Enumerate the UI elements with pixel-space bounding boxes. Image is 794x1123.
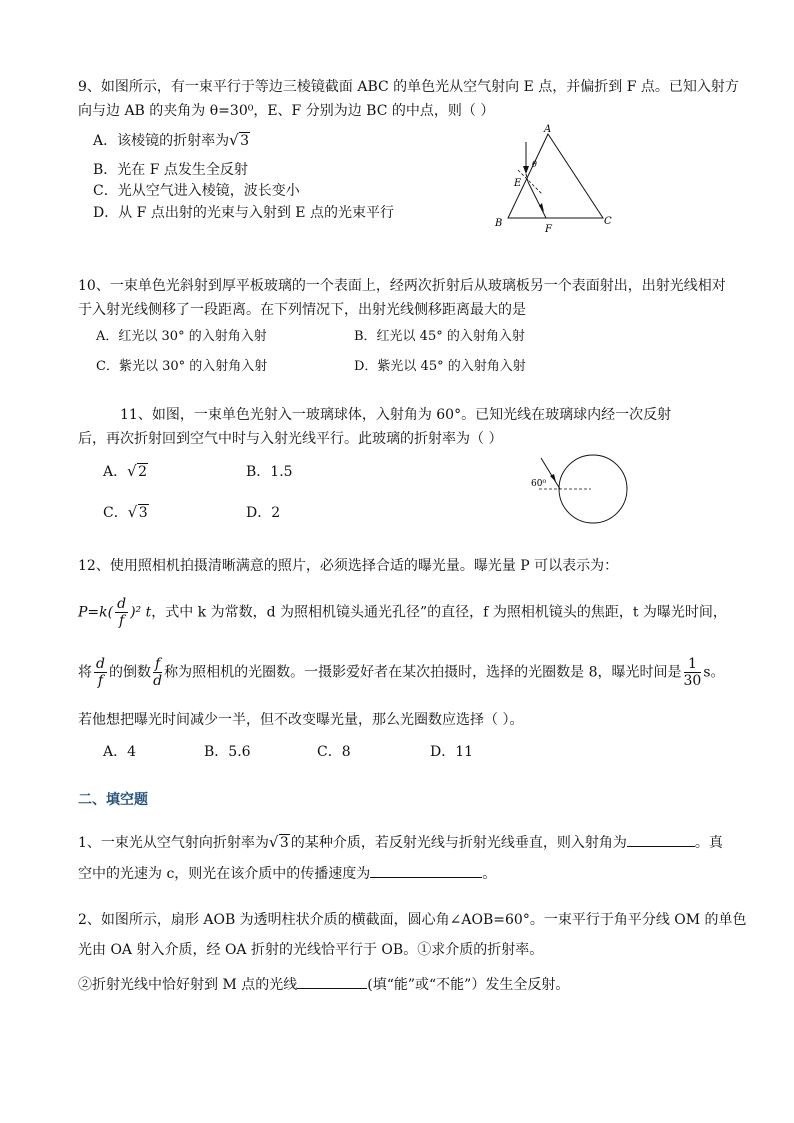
q12-line3-d: s。 bbox=[703, 664, 725, 681]
formula-fraction: $\frac{d}{f}$ bbox=[117, 596, 127, 629]
q10-option-b: B．红光以 45° 的入射角入射 bbox=[354, 329, 525, 344]
theta-label: θ bbox=[532, 160, 537, 169]
angle-60-label: 60⁰ bbox=[531, 479, 547, 489]
section-heading: 二、填空题 bbox=[78, 792, 148, 808]
fraction-1-over-30: $\frac{1}{30}$ bbox=[683, 656, 702, 689]
f1-line1-b: 的某种介质，若反射光线与折射光线垂直，则入射角为 bbox=[290, 835, 627, 851]
f2-line3-a: ②折射光线中恰好射到 M 点的光线 bbox=[78, 977, 298, 993]
fraction-f-over-d: $\frac{f}{d}$ bbox=[153, 656, 163, 689]
formula-lead: P=k( bbox=[78, 604, 114, 621]
point-e-label: E bbox=[514, 178, 522, 189]
point-f-label: F bbox=[545, 224, 552, 235]
q10-option-a: A．红光以 30° 的入射角入射 bbox=[96, 329, 267, 344]
q11-option-c bbox=[103, 503, 150, 523]
q9-option-b: B．光在 F 点发生全反射 bbox=[93, 162, 248, 178]
answer-blank-speed[interactable] bbox=[370, 861, 482, 878]
q11-option-d: D．2 bbox=[246, 505, 281, 521]
q12-line1: 12、使用照相机拍摄清晰满意的照片，必须选择合适的曝光量。曝光量 P 可以表示为： bbox=[78, 558, 619, 574]
f1-line1-a: 1、一束光从空气射向折射率为 bbox=[78, 835, 269, 851]
q12-line2 bbox=[78, 596, 727, 629]
q10-option-d: D．紫光以 45° 的入射角入射 bbox=[354, 359, 526, 374]
q9-line2: 向与边 AB 的夹角为 θ=30⁰，E、F 分别为边 BC 的中点，则（ ） bbox=[78, 103, 495, 119]
q12-line3-c: 称为照相机的光圈数。一摄影爱好者在某次拍摄时，选择的光圈数是 8，曝光时间是 bbox=[164, 664, 682, 681]
vertex-c-label: C bbox=[604, 216, 612, 227]
f2-line3 bbox=[78, 972, 569, 995]
q9-option-d: D．从 F 点出射的光束与入射到 E 点的光束平行 bbox=[93, 205, 394, 221]
q12-line4: 若他想把曝光时间减少一半，但不改变曝光量，那么光圈数应选择（ ）。 bbox=[78, 712, 524, 728]
q11-option-a bbox=[103, 462, 149, 482]
f2-line1: 2、如图所示，扇形 AOB 为透明柱状介质的横截面，圆心角∠AOB=60°。一束平行于角平分线 OM 的单色 bbox=[78, 912, 747, 928]
q11-option-c-prefix: C． bbox=[103, 505, 128, 521]
q10-line2: 于入射光线侧移了一段距离。在下列情况下，出射光线侧移距离最大的是 bbox=[78, 302, 526, 318]
q9-line1: 9、如图所示，有一束平行于等边三棱镜截面 ABC 的单色光从空气射向 E 点，并偏折到 F 点。已知入射方 bbox=[78, 79, 739, 95]
q11-line1: 11、如图，一束单色光射入一玻璃球体，入射角为 60°。已知光线在玻璃球内经一次反射 bbox=[120, 407, 672, 423]
q9-option-a-text: A．该棱镜的折射率为 bbox=[93, 133, 230, 149]
q11-option-a-prefix: A． bbox=[103, 464, 128, 480]
q12-line3 bbox=[78, 656, 725, 689]
q12-option-d: D．11 bbox=[430, 744, 474, 760]
f1-line2-b: 。 bbox=[482, 866, 497, 882]
q12-option-b: B．5.6 bbox=[204, 744, 251, 760]
f1-line2-a: 空中的光速为 c，则光在该介质中的传播速度为 bbox=[78, 866, 371, 882]
q12-line2-text: ，式中 k 为常数，d 为照相机镜头通光孔径”的直径，f 为照相机镜头的焦距，t 为曝光时间， bbox=[151, 604, 727, 621]
q10-option-c: C．紫光以 30° 的入射角入射 bbox=[96, 359, 268, 374]
f1-line1 bbox=[78, 830, 723, 853]
q9-option-c: C．光从空气进入棱镜，波长变小 bbox=[93, 183, 300, 199]
fraction-d-over-f: $\frac{d}{f}$ bbox=[96, 656, 105, 689]
q10-line1: 10、一束单色光斜射到厚平板玻璃的一个表面上，经两次折射后从玻璃板另一个表面射出，出射光线相对 bbox=[78, 278, 726, 294]
answer-blank-total-reflection[interactable] bbox=[297, 972, 367, 989]
vertex-b-label: B bbox=[495, 218, 503, 229]
q9-option-a bbox=[93, 131, 251, 151]
sqrt-symbol: √ 3 bbox=[129, 503, 149, 523]
sqrt-symbol: √ 3 bbox=[230, 131, 250, 151]
q11-option-b: B．1.5 bbox=[246, 464, 293, 480]
q12-option-c: C．8 bbox=[317, 744, 351, 760]
prism-figure bbox=[490, 122, 620, 237]
f1-line1-c: 。真 bbox=[694, 835, 723, 851]
q12-option-a: A．4 bbox=[103, 744, 137, 760]
answer-blank-angle[interactable] bbox=[627, 830, 695, 847]
q12-line3-a: 将 bbox=[78, 664, 92, 681]
f2-line3-b: (填“能”或“不能”）发生全反射。 bbox=[367, 977, 570, 993]
f2-line2: 光由 OA 射入介质，经 OA 折射的光线恰平行于 OB。①求介质的折射率。 bbox=[78, 942, 544, 958]
glass-sphere-figure bbox=[515, 448, 635, 530]
vertex-a-label: A bbox=[544, 124, 552, 135]
f1-line2 bbox=[78, 861, 496, 884]
sqrt-symbol: √ 2 bbox=[128, 462, 148, 482]
q12-line3-b: 的倒数 bbox=[108, 664, 151, 681]
sqrt-symbol: √ 3 bbox=[270, 833, 290, 853]
q11-line2: 后，再次折射回到空气中时与入射光线平行。此玻璃的折射率为（ ） bbox=[78, 431, 503, 447]
formula-tail: )² t bbox=[130, 604, 152, 621]
